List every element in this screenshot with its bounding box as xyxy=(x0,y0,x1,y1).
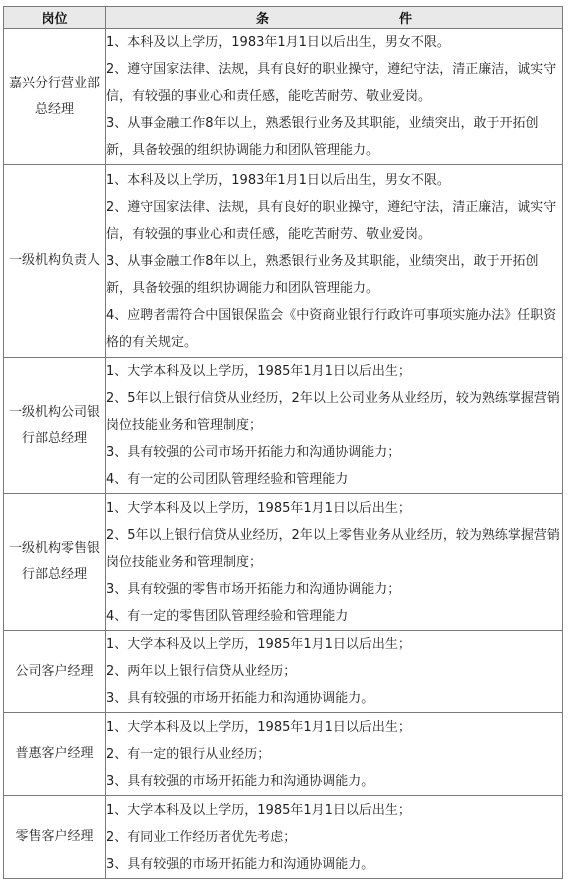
post-cell: 一级机构公司银行部总经理 xyxy=(4,358,106,494)
condition-item: 3、具有较强的市场开拓能力和沟通协调能力。 xyxy=(106,773,375,789)
condition-item: 3、从事金融工作8年以上，熟悉银行业务及其职能，业绩突出，敢于开拓创新，具备较强的组织协调能力和团队管理能力。 xyxy=(106,116,539,158)
table-body xyxy=(4,29,563,879)
condition-item: 3、从事金融工作8年以上，熟悉银行业务及其职能，业绩突出，敢于开拓创新，具备较强的组织协调能力和团队管理能力。 xyxy=(106,253,539,296)
condition-cell xyxy=(106,494,563,631)
condition-item: 3、具有较强的市场开拓能力和沟通协调能力。 xyxy=(106,856,375,872)
condition-item: 2、5年以上银行信贷从业经历，2年以上公司业务从业经历，较为熟练掌握营销岗位技能业务和管理制度； xyxy=(106,391,560,433)
condition-item: 2、两年以上银行信贷从业经历； xyxy=(106,664,297,679)
condition-item: 2、遵守国家法律、法规，具有良好的职业操守，遵纪守法，清正廉洁，诚实守信，有较强的事业心和责任感，能吃苦耐劳、敬业爱岗。 xyxy=(106,199,557,242)
table-row xyxy=(4,165,563,358)
condition-item: 3、具有较强的公司市场开拓能力和沟通协调能力； xyxy=(106,445,401,460)
condition-item: 2、有同业工作经历者优先考虑； xyxy=(106,829,297,845)
header-post: 岗位 xyxy=(4,7,106,29)
header-condition-right: 件 xyxy=(399,12,413,27)
condition-cell xyxy=(106,631,563,713)
condition-item: 1、大学本科及以上学历，1985年1月1日以后出生； xyxy=(106,500,411,516)
condition-item: 4、有一定的公司团队管理经验和管理能力 xyxy=(106,472,349,487)
post-cell: 公司客户经理 xyxy=(4,631,106,713)
condition-item: 1、大学本科及以上学历，1985年1月1日以后出生； xyxy=(106,719,411,735)
condition-item: 4、应聘者需符合中国银保监会《中资商业银行行政许可事项实施办法》任职资格的有关规定。 xyxy=(106,307,557,350)
table-row xyxy=(4,494,563,631)
condition-item: 1、本科及以上学历，1983年1月1日以后出生，男女不限。 xyxy=(106,172,450,188)
condition-cell xyxy=(106,358,563,494)
header-row xyxy=(4,7,563,29)
post-cell: 一级机构零售银行部总经理 xyxy=(4,494,106,631)
condition-item: 3、具有较强的市场开拓能力和沟通协调能力。 xyxy=(106,691,375,706)
post-cell: 嘉兴分行营业部总经理 xyxy=(4,29,106,165)
condition-item: 2、5年以上银行信贷从业经历，2年以上零售业务从业经历，较为熟练掌握营销岗位技能业务和管理制度； xyxy=(106,527,560,570)
table-row xyxy=(4,29,563,165)
condition-cell xyxy=(106,713,563,796)
header-condition-left: 条 xyxy=(255,12,269,27)
condition-item: 1、大学本科及以上学历，1985年1月1日以后出生； xyxy=(106,802,411,818)
condition-item: 1、本科及以上学历，1983年1月1日以后出生，男女不限。 xyxy=(106,35,450,50)
condition-item: 1、大学本科及以上学历，1985年1月1日以后出生； xyxy=(106,637,411,652)
condition-cell xyxy=(106,796,563,879)
table-row xyxy=(4,713,563,796)
condition-item: 4、有一定的零售团队管理经验和管理能力 xyxy=(106,608,349,624)
condition-item: 1、大学本科及以上学历，1985年1月1日以后出生； xyxy=(106,364,411,379)
condition-item: 2、遵守国家法律、法规，具有良好的职业操守，遵纪守法，清正廉洁，诚实守信，有较强的事业心和责任感，能吃苦耐劳、敬业爱岗。 xyxy=(106,62,557,104)
header-condition xyxy=(106,7,563,29)
post-cell: 普惠客户经理 xyxy=(4,713,106,796)
post-cell: 零售客户经理 xyxy=(4,796,106,879)
table-row xyxy=(4,796,563,879)
condition-cell xyxy=(106,165,563,358)
job-requirements-table xyxy=(3,6,563,879)
table-row xyxy=(4,358,563,494)
post-cell: 一级机构负责人 xyxy=(4,165,106,358)
condition-cell xyxy=(106,29,563,165)
table-header xyxy=(4,7,563,29)
table-row xyxy=(4,631,563,713)
condition-item: 3、具有较强的零售市场开拓能力和沟通协调能力； xyxy=(106,581,401,597)
header-condition-text xyxy=(106,8,562,27)
condition-item: 2、有一定的银行从业经历； xyxy=(106,746,271,762)
